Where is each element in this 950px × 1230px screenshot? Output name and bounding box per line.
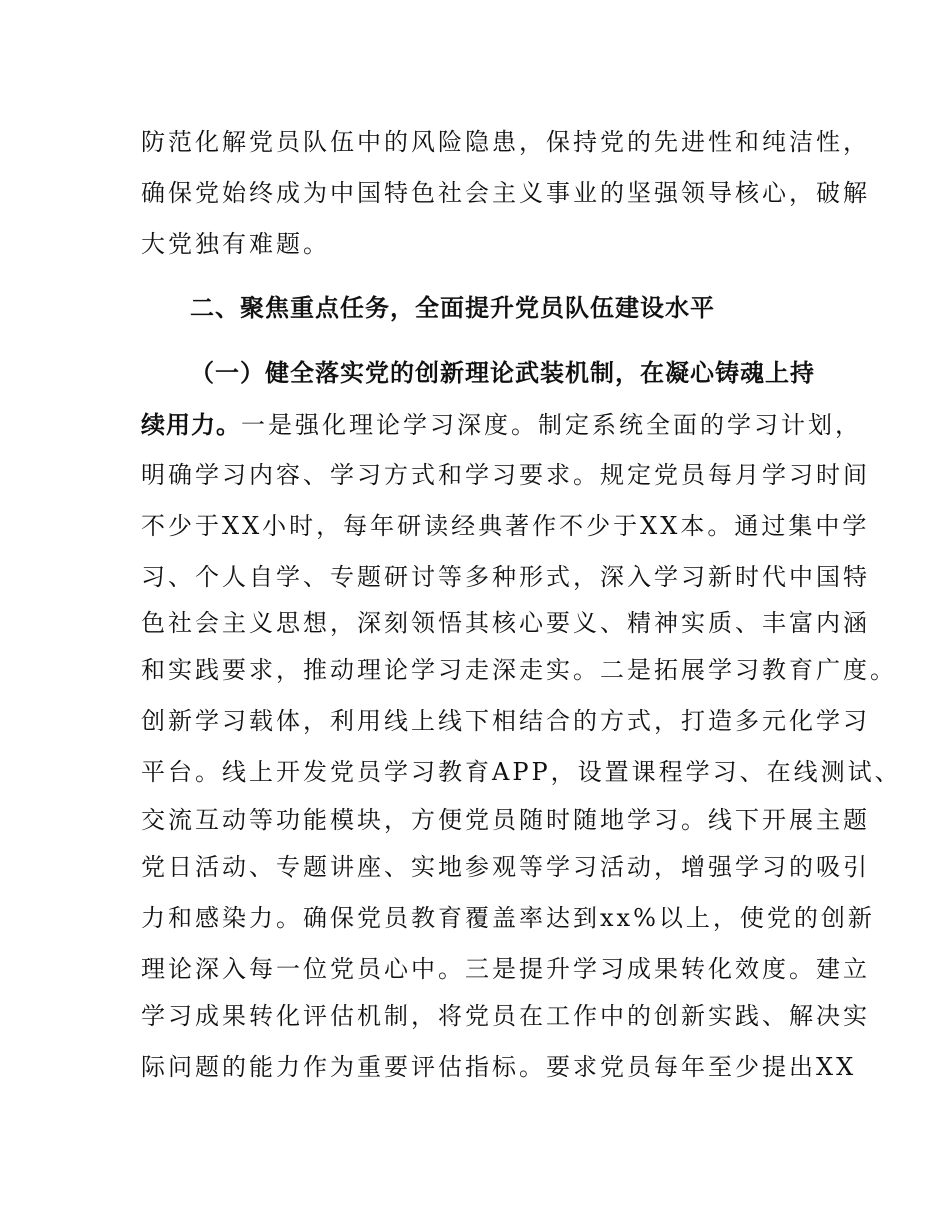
paragraph-line: 习、个人自学、专题研讨等多种形式，深入学习新时代中国特: [141, 563, 870, 591]
subheading-continuation: 续用力。: [141, 411, 241, 439]
paragraph-line: 防范化解党员队伍中的风险隐患，保持党的先进性和纯洁性，: [141, 128, 870, 156]
paragraph-line: 党日活动、专题讲座、实地参观等学习活动，增强学习的吸引: [141, 853, 870, 881]
paragraph-line: 学习成果转化评估机制，将党员在工作中的创新实践、解决实: [141, 1002, 870, 1030]
subheading-line: （一）健全落实党的创新理论武装机制，在凝心铸魂上持: [190, 359, 815, 387]
paragraph-line: 际问题的能力作为重要评估指标。要求党员每年至少提出XX: [141, 1053, 857, 1081]
paragraph-line: 交流互动等功能模块，方便党员随时随地学习。线下开展主题: [141, 806, 870, 834]
paragraph-line: 理论深入每一位党员心中。三是提升学习成果转化效度。建立: [141, 955, 870, 983]
section-heading: 二、聚焦重点任务，全面提升党员队伍建设水平: [190, 294, 715, 322]
paragraph-line: 创新学习载体，利用线上线下相结合的方式，打造多元化学习: [141, 707, 870, 735]
paragraph-line: 不少于XX小时，每年研读经典著作不少于XX本。通过集中学: [141, 512, 870, 540]
paragraph-line: 和实践要求，推动理论学习走深走实。二是拓展学习教育广度。: [141, 656, 897, 684]
paragraph-line: 平台。线上开发党员学习教育APP，设置课程学习、在线测试、: [141, 758, 902, 786]
paragraph-line: 大党独有难题。: [141, 230, 330, 258]
paragraph-line: 确保党始终成为中国特色社会主义事业的坚强领导核心，破解: [141, 179, 870, 207]
paragraph-line: 色社会主义思想，深刻领悟其核心要义、精神实质、丰富内涵: [141, 609, 870, 637]
paragraph-line: [141, 410, 862, 440]
paragraph-line: 力和感染力。确保党员教育覆盖率达到xx%以上，使党的创新: [141, 904, 875, 932]
paragraph-line: 明确学习内容、学习方式和学习要求。规定党员每月学习时间: [141, 461, 870, 489]
paragraph-text: 一是强化理论学习深度。制定系统全面的学习计划，: [241, 411, 862, 439]
